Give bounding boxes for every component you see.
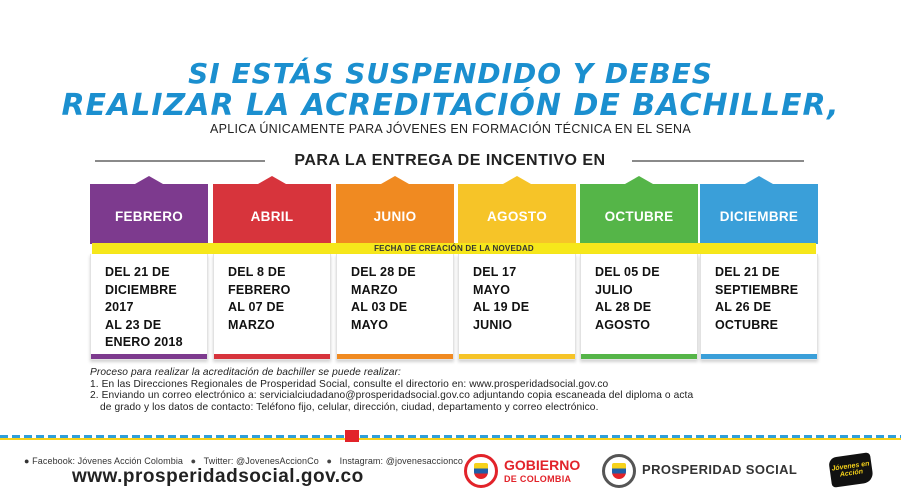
jovenes-en-accion-logo: [828, 452, 874, 488]
month-header-diciembre: [700, 184, 818, 244]
instagram-icon: ●: [326, 456, 332, 466]
date-range-text: DEL 21 DE DICIEMBRE 2017 AL 23 DE ENERO 2018: [105, 265, 183, 349]
month-label: OCTUBRE: [604, 208, 674, 224]
date-range-text: DEL 21 DE SEPTIEMBRE AL 26 DE OCTUBRE: [715, 265, 799, 332]
month-header-junio: [336, 184, 454, 244]
month-header-octubre: [580, 184, 698, 244]
gobierno-de-colombia-logo: [460, 452, 590, 490]
twitter-link[interactable]: Twitter: @JovenesAccionCo: [203, 456, 319, 466]
date-range-text: DEL 28 DE MARZO AL 03 DE MAYO: [351, 265, 416, 332]
card-color-strip: [581, 354, 697, 359]
month-header-febrero: [90, 184, 208, 244]
month-header-abril: [213, 184, 331, 244]
gov-logo-line-2: DE COLOMBIA: [504, 474, 572, 484]
website-link[interactable]: www.prosperidadsocial.gov.co: [72, 466, 364, 487]
date-card-junio: [336, 254, 454, 360]
card-color-strip: [701, 354, 817, 359]
twitter-icon: ●: [190, 456, 197, 466]
date-card-diciembre: [700, 254, 818, 360]
month-label: ABRIL: [250, 208, 294, 224]
date-card-abril: [213, 254, 331, 360]
jovenes-en-accion-text: Jóvenes en Acción: [831, 460, 870, 479]
instagram-link[interactable]: Instagram: @jovenesaccionco: [339, 456, 464, 466]
prosperidad-social-name: PROSPERIDAD SOCIAL: [642, 462, 798, 477]
headline-line-2: REALIZAR LA ACREDITACIÓN DE BACHILLER,: [61, 88, 840, 123]
social-links: [24, 456, 463, 466]
card-color-strip: [214, 354, 330, 359]
headline-line-1: SI ESTÁS SUSPENDIDO Y DEBES: [188, 57, 713, 90]
section-divider-left: [95, 160, 265, 162]
section-title: PARA LA ENTREGA DE INCENTIVO EN: [294, 152, 606, 169]
colombia-seal-icon: [602, 454, 636, 488]
process-step-2-continued: de grado y los datos de contacto: Teléfono fijo, celular, dirección, ciudad, departamento y correo electrónico.: [100, 401, 599, 413]
card-color-strip: [91, 354, 207, 359]
month-label: JUNIO: [373, 208, 417, 224]
month-header-agosto: [458, 184, 576, 244]
prosperidad-social-logo: [600, 452, 800, 490]
date-range-text: DEL 8 DE FEBRERO AL 07 DE MARZO: [228, 265, 291, 332]
date-card-octubre: [580, 254, 698, 360]
process-step-1: 1. En las Direcciones Regionales de Prosperidad Social, consulte el directorio en: www.prosperidadsocial.gov.co: [90, 378, 609, 390]
card-color-strip: [337, 354, 453, 359]
novelty-label-bar: FECHA DE CREACIÓN DE LA NOVEDAD: [92, 243, 816, 254]
month-label: AGOSTO: [486, 208, 548, 224]
footer-divider-accent: [0, 438, 901, 440]
date-card-agosto: [458, 254, 576, 360]
facebook-icon: ●: [24, 456, 30, 466]
date-range-text: DEL 17 MAYO AL 19 DE JUNIO: [473, 265, 530, 332]
facebook-link[interactable]: Facebook: Jóvenes Acción Colombia: [32, 456, 184, 466]
headline-subtitle: APLICA ÚNICAMENTE PARA JÓVENES EN FORMACIÓN TÉCNICA EN EL SENA: [210, 122, 691, 136]
month-label: FEBRERO: [114, 208, 184, 224]
process-title: Proceso para realizar la acreditación de bachiller se puede realizar:: [90, 367, 401, 378]
footer-divider-marker: [345, 430, 359, 442]
process-step-2: 2. Enviando un correo electrónico a: servicialciudadano@prosperidadsocial.gov.co adjuntando copia escaneada del diploma o acta: [90, 390, 694, 401]
section-divider-right: [632, 160, 804, 162]
card-color-strip: [459, 354, 575, 359]
gov-logo-line-1: GOBIERNO: [504, 457, 581, 473]
date-range-text: DEL 05 DE JULIO AL 28 DE AGOSTO: [595, 265, 660, 332]
process-instructions: [90, 367, 850, 413]
month-label: DICIEMBRE: [719, 208, 799, 224]
colombia-seal-icon: [464, 454, 498, 488]
date-card-febrero: [90, 254, 208, 360]
